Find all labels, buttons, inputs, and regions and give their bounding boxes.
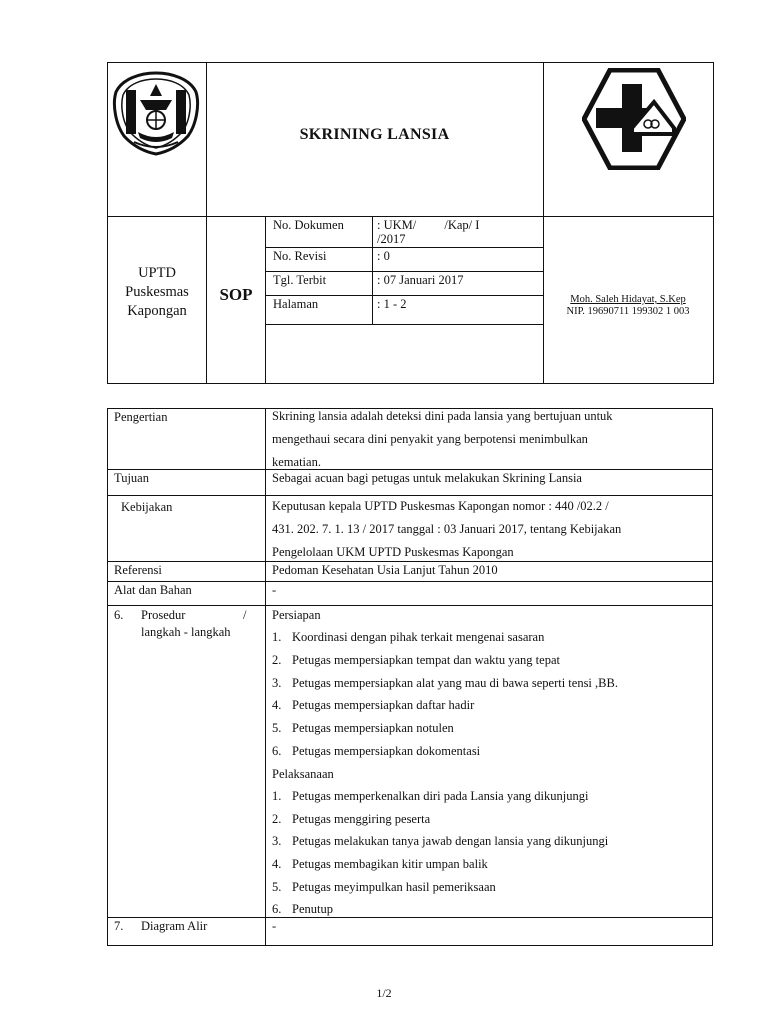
document-title: SKRINING LANSIA — [299, 126, 450, 143]
diagram-number: 7. — [114, 919, 124, 933]
list-item: 1. Petugas memperkenalkan diri pada Lansia yang dikunjungi — [272, 789, 589, 803]
pengertian-line-3: kematian. — [272, 455, 321, 469]
list-item: 4. Petugas mempersiapkan daftar hadir — [272, 698, 475, 712]
list-item: 5. Petugas mempersiapkan notulen — [272, 721, 454, 735]
persiapan-heading: Persiapan — [272, 608, 321, 622]
list-item: 6. Penutup — [272, 902, 333, 916]
list-item: 4. Petugas membagikan kitir umpan balik — [272, 857, 488, 871]
referensi-text: Pedoman Kesehatan Usia Lanjut Tahun 2010 — [272, 563, 498, 577]
alat-bahan-text: - — [272, 583, 277, 597]
sop-label: SOP — [219, 285, 253, 304]
meta-value-halaman: : 1 - 2 — [377, 297, 407, 311]
signatory-nip: NIP. 19690711 199302 1 003 — [566, 306, 690, 317]
meta-value-revisi: : 0 — [377, 249, 390, 263]
puskesmas-cross-icon — [582, 68, 686, 170]
prosedur-label-2: langkah - langkah — [141, 625, 231, 639]
prosedur-label-1: Prosedur — [141, 608, 186, 622]
list-item: 3. Petugas melakukan tanya jawab dengan lansia yang dikunjungi — [272, 834, 609, 848]
meta-value-dokumen-2: /2017 — [377, 232, 406, 246]
row-label-referensi: Referensi — [114, 563, 162, 577]
kebijakan-line-2: 431. 202. 7. 1. 13 / 2017 tanggal : 03 Januari 2017, tentang Kebijakan — [272, 522, 622, 536]
kebijakan-line-3: Pengelolaan UKM UPTD Puskesmas Kapongan — [272, 545, 514, 559]
pelaksanaan-heading: Pelaksanaan — [272, 767, 334, 781]
page-number: 1/2 — [376, 986, 392, 1000]
meta-label-terbit: Tgl. Terbit — [273, 273, 327, 287]
meta-label-halaman: Halaman — [273, 297, 319, 311]
list-item: 6. Petugas mempersiapkan dokomentasi — [272, 744, 481, 758]
row-label-diagram-alir: Diagram Alir — [141, 919, 208, 933]
org-name: UPTD Puskesmas Kapongan — [125, 265, 189, 319]
list-item: 3. Petugas mempersiapkan alat yang mau di bawa seperti tensi ,BB. — [272, 676, 618, 690]
prosedur-slash: / — [243, 608, 247, 622]
pengertian-line-1: Skrining lansia adalah deteksi dini pada lansia yang bertujuan untuk — [272, 409, 613, 423]
regency-emblem-icon — [110, 70, 202, 156]
list-item: 2. Petugas menggiring peserta — [272, 812, 431, 826]
meta-value-dokumen: : UKM/ /Kap/ I — [377, 218, 480, 232]
list-item: 2. Petugas mempersiapkan tempat dan waktu yang tepat — [272, 653, 560, 667]
meta-label-dokumen: No. Dokumen — [273, 218, 344, 232]
prosedur-number: 6. — [114, 608, 124, 622]
meta-value-terbit: : 07 Januari 2017 — [377, 273, 464, 287]
signatory-name: Moh. Saleh Hidayat, S.Kep — [570, 294, 686, 305]
row-label-kebijakan: Kebijakan — [121, 500, 173, 514]
row-label-alat-bahan: Alat dan Bahan — [114, 583, 192, 597]
list-item: 1. Koordinasi dengan pihak terkait mengenai sasaran — [272, 630, 545, 644]
row-label-pengertian: Pengertian — [114, 410, 168, 424]
row-label-tujuan: Tujuan — [114, 471, 149, 485]
kebijakan-line-1: Keputusan kepala UPTD Puskesmas Kapongan nomor : 440 /02.2 / — [272, 499, 609, 513]
tujuan-text: Sebagai acuan bagi petugas untuk melakukan Skrining Lansia — [272, 471, 582, 485]
meta-label-revisi: No. Revisi — [273, 249, 327, 263]
pengertian-line-2: mengethaui secara dini penyakit yang berpotensi menimbulkan — [272, 432, 588, 446]
diagram-alir-text: - — [272, 919, 277, 933]
list-item: 5. Petugas meyimpulkan hasil pemeriksaan — [272, 880, 496, 894]
